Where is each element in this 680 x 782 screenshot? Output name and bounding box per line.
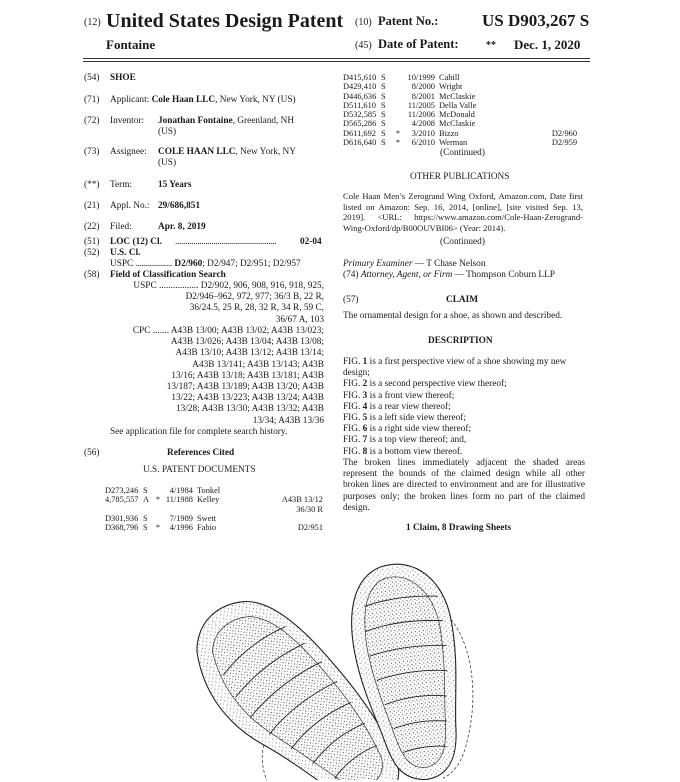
figure-description: FIG. 3 is a front view thereof; (343, 390, 455, 401)
reference-kind: S (143, 523, 148, 533)
figure-description: FIG. 7 is a top view thereof; and, (343, 435, 467, 446)
header-rule-1 (83, 58, 590, 59)
patent-number: US D903,267 S (482, 11, 590, 30)
reference-star: * (395, 138, 401, 148)
reference-cls (539, 92, 577, 101)
cpc-line: 13/16; A43B 13/18; A43B 13/181; A43B (171, 370, 324, 381)
reference-name: Cahill (439, 73, 460, 82)
reference-row (343, 129, 577, 138)
reference-row (343, 73, 577, 82)
refs-code: (56) (84, 448, 100, 458)
claim-code: (57) (343, 295, 359, 305)
code-45: (45) (355, 40, 372, 51)
reference-name: McClaskie (439, 91, 476, 101)
reference-star (391, 110, 405, 119)
figure-description: FIG. 4 is a rear view thereof; (343, 401, 451, 412)
reference-num: D616,640 (343, 138, 377, 148)
term-star-mark: ** (486, 40, 496, 51)
date-of-patent-label: Date of Patent: (378, 37, 459, 51)
reference-name: Swett (197, 513, 217, 523)
reference-num: D368,796 (105, 523, 139, 533)
reference-kind: S (381, 119, 386, 129)
inventor-country: (US) (158, 127, 177, 137)
shoe-sole-drawing (195, 555, 495, 780)
reference-name: Tonkel (197, 486, 221, 495)
filed-date: Apr. 8, 2019 (158, 222, 206, 232)
other-publications-heading: OTHER PUBLICATIONS (410, 172, 510, 182)
uspc-search-list (110, 281, 324, 326)
other-publication-entry: Cole Haan Men’s Zerogrand Wing Oxford, Amazon.com, Date first listed on Amazon: Sep. 16, 2014, [online], [site visited Sep. 13, 2019]. <URL: https://www.amazon.com/Cole-Haan-Zerogrand-Wing-Oxford/dp/B00OUVBI06> (Year: 2014). (343, 191, 583, 233)
reference-row (105, 495, 323, 504)
title-code: (54) (84, 73, 100, 83)
reference-name (193, 505, 277, 514)
reference-cls: D2/960 (551, 128, 577, 138)
cpc-search-list (110, 326, 324, 427)
reference-date: 8/2000 (411, 82, 435, 92)
figure-description: FIG. 5 is a left side view thereof; (343, 413, 466, 424)
applicant-name: Cole Haan LLC (151, 95, 216, 105)
loc-label: LOC (12) Cl. (110, 237, 162, 247)
reference-star: * (155, 495, 161, 505)
reference-row (343, 138, 577, 147)
figure-number: 4 (362, 401, 368, 412)
code-12: (12) (84, 17, 101, 28)
see-application-note: See application file for complete search history. (110, 427, 288, 437)
left-references-table (105, 486, 323, 532)
cpc-line: 13/34; A43B 13/36 (252, 415, 324, 426)
continued-note-1: (Continued) (440, 148, 485, 158)
code-10: (10) (355, 17, 372, 28)
figure-number: 2 (362, 379, 368, 390)
loc-value: 02-04 (300, 237, 322, 247)
inventor-code: (72) (84, 116, 100, 126)
reference-star (391, 73, 405, 82)
cpc-line: 13/28; A43B 13/30; A43B 13/32; A43B (176, 404, 324, 415)
uspc-line: USPC ................. D2/902, 906, 908, 916, 918, 925, (133, 281, 324, 291)
reference-date (165, 505, 193, 514)
reference-kind: S (381, 100, 386, 110)
term-code: (**) (84, 180, 100, 190)
reference-name: Fabio (197, 523, 217, 533)
term-label: Term: (110, 180, 133, 190)
cpc-line: A43B 13/026; A43B 13/04; A43B 13/08; (170, 337, 324, 348)
patent-date: Dec. 1, 2020 (514, 37, 581, 52)
figure-descriptions (343, 357, 585, 458)
invention-title: SHOE (110, 73, 136, 83)
assignee-line: COLE HAAN LLC, New York, NY (158, 147, 296, 157)
reference-row (343, 82, 577, 91)
right-references-table (343, 73, 577, 147)
reference-star: * (395, 128, 401, 138)
reference-row (105, 514, 323, 523)
reference-name: Wright (439, 82, 463, 92)
reference-row (343, 119, 577, 128)
reference-star (391, 119, 405, 128)
reference-cls (277, 486, 323, 495)
reference-row (343, 92, 577, 101)
reference-star (151, 486, 165, 495)
uscl-code: (52) (84, 248, 100, 258)
appl-number: 29/686,851 (158, 201, 201, 211)
reference-kind: S (381, 110, 386, 120)
applicant-code: (71) (84, 95, 100, 105)
reference-kind: S (143, 513, 148, 523)
reference-cls (539, 73, 577, 82)
reference-name: Werman (439, 138, 468, 148)
reference-date: 11/2006 (407, 110, 435, 120)
figure-number: 1 (362, 357, 368, 367)
reference-kind: A (143, 495, 150, 505)
claims-drawing-sheets: 1 Claim, 8 Drawing Sheets (406, 523, 512, 533)
inventor-line: Jonathan Fontaine, Greenland, NH (158, 116, 295, 126)
figure-number: 7 (362, 435, 368, 446)
inventor-name: Jonathan Fontaine (158, 116, 233, 126)
reference-kind: S (381, 91, 386, 101)
reference-cls (277, 514, 323, 523)
reference-cls (539, 119, 577, 128)
appl-code: (21) (84, 201, 100, 211)
uspc-line: 36/24.5, 25 R, 28, 32 R, 34 R, 59 C, (189, 303, 324, 314)
reference-date: 7/1989 (169, 513, 193, 523)
inventor-label: Inventor: (110, 116, 145, 126)
broken-lines-statement: The broken lines immediately adjacent the shaded areas represent the bounds of the claimed design while all other broken lines are directed to environment and are for illustrative purposes only; the broken lines form no part of the claimed design. (343, 458, 585, 513)
assignee-country: (US) (158, 158, 177, 168)
reference-name: McClaskie (439, 119, 476, 129)
reference-date: 4/2008 (411, 119, 435, 129)
uscl-line: USPC .................. D2/960; D2/947; D2/951; D2/957 (110, 259, 301, 269)
reference-cls: 36/30 R (296, 504, 323, 514)
reference-row (105, 486, 323, 495)
reference-kind: S (381, 73, 386, 82)
reference-name: Della Valle (439, 100, 477, 110)
reference-date: 8/2001 (411, 91, 435, 101)
cpc-line: 13/187; A43B 13/189; A43B 13/20; A43B (166, 382, 324, 393)
uspc-line: 36/67 A, 103 (275, 314, 324, 325)
cpc-line: CPC ....... A43B 13/00; A43B 13/02; A43B 13/023; (132, 326, 324, 336)
reference-date: 10/1999 (407, 73, 435, 82)
reference-date: 4/1996 (169, 523, 193, 533)
reference-num: D429,410 (343, 82, 377, 92)
reference-cls: A43B 13/12 (281, 495, 323, 505)
reference-date: 11/1988 (165, 495, 193, 505)
cpc-line: A43B 13/10; A43B 13/12; A43B 13/14; (175, 348, 324, 359)
reference-name: Bizzo (439, 128, 459, 138)
reference-date: 11/2005 (407, 100, 435, 110)
reference-star (391, 92, 405, 101)
cpc-line: 13/22; A43B 13/223; A43B 13/24; A43B (171, 393, 324, 404)
reference-kind (143, 505, 151, 514)
reference-num (105, 505, 143, 514)
applicant-line: Applicant: Cole Haan LLC, New York, NY (US) (110, 95, 296, 105)
attorney-line: (74) Attorney, Agent, or Firm — Thompson Coburn LLP (343, 270, 555, 280)
reference-star (151, 514, 165, 523)
patent-no-label: Patent No.: (378, 14, 439, 28)
reference-row (343, 110, 577, 119)
figure-description: FIG. 8 is a bottom view thereof. (343, 446, 463, 457)
claim-heading: CLAIM (446, 295, 479, 305)
reference-cls: D2/959 (551, 138, 577, 148)
figure-number: 3 (362, 390, 368, 401)
term-value: 15 Years (158, 180, 192, 190)
figure-description: FIG. 1 is a first perspective view of a shoe showing my new design; (343, 357, 567, 379)
reference-num: D301,936 (105, 513, 139, 523)
field-code: (58) (84, 270, 100, 280)
us-patent-documents-heading: U.S. PATENT DOCUMENTS (143, 465, 256, 475)
uscl-main-class: D2/960 (174, 259, 203, 269)
reference-date: 4/1984 (169, 486, 193, 495)
reference-star (391, 101, 405, 110)
reference-num: D565,286 (343, 119, 377, 129)
document-type-title: United States Design Patent (106, 10, 344, 32)
assignee-name: COLE HAAN LLC (158, 147, 236, 157)
reference-row (343, 101, 577, 110)
cpc-line: A43B 13/141; A43B 13/143; A43B (192, 359, 324, 370)
claim-text: The ornamental design for a shoe, as shown and described. (343, 311, 563, 321)
reference-num: D446,636 (343, 91, 377, 101)
continued-note-2: (Continued) (440, 237, 485, 247)
reference-cls (539, 101, 577, 110)
references-cited-heading: References Cited (167, 448, 235, 458)
assignee-code: (73) (84, 147, 100, 157)
reference-star: * (155, 523, 161, 533)
loc-leader-dots: .................................................. (175, 237, 277, 247)
reference-date: 6/2010 (411, 138, 435, 148)
inventor-surname: Fontaine (106, 37, 156, 52)
reference-kind: S (381, 138, 386, 148)
reference-cls: D2/951 (297, 523, 323, 533)
reference-cls (539, 110, 577, 119)
uspc-line: D2/946–962, 972, 977; 36/3 B, 22 R, (185, 292, 324, 303)
reference-star (391, 82, 405, 91)
reference-num: 4,785,557 (105, 495, 139, 505)
reference-name: Kelley (197, 495, 220, 505)
loc-code: (51) (84, 237, 100, 247)
figure-number: 6 (362, 424, 368, 435)
figure-number: 8 (362, 446, 368, 457)
reference-num: D415,610 (343, 73, 377, 82)
reference-kind: S (381, 82, 386, 92)
reference-num: D532,585 (343, 110, 377, 120)
assignee-label: Assignee: (110, 147, 147, 157)
field-label: Field of Classification Search (110, 270, 226, 280)
reference-row (105, 523, 323, 532)
reference-num: D511,610 (343, 100, 376, 110)
reference-kind: S (143, 486, 148, 495)
appl-label: Appl. No.: (110, 201, 150, 211)
figure-description: FIG. 2 is a second perspective view thereof; (343, 379, 507, 390)
reference-kind: S (381, 128, 386, 138)
filed-label: Filed: (110, 222, 132, 232)
filed-code: (22) (84, 222, 100, 232)
figure-number: 5 (362, 413, 368, 424)
reference-num: D611,692 (343, 128, 376, 138)
reference-name: McDonald (439, 110, 475, 120)
description-heading: DESCRIPTION (428, 336, 493, 346)
reference-num: D273,246 (105, 486, 139, 495)
figure-description: FIG. 6 is a right side view thereof; (343, 424, 472, 435)
examiner-line: Primary Examiner — T Chase Nelson (343, 259, 486, 269)
reference-cls (539, 82, 577, 91)
uscl-label: U.S. Cl. (110, 248, 141, 258)
reference-date: 3/2010 (411, 128, 435, 138)
reference-row (105, 505, 323, 514)
header-rule-2 (83, 61, 590, 62)
reference-star (151, 505, 165, 514)
